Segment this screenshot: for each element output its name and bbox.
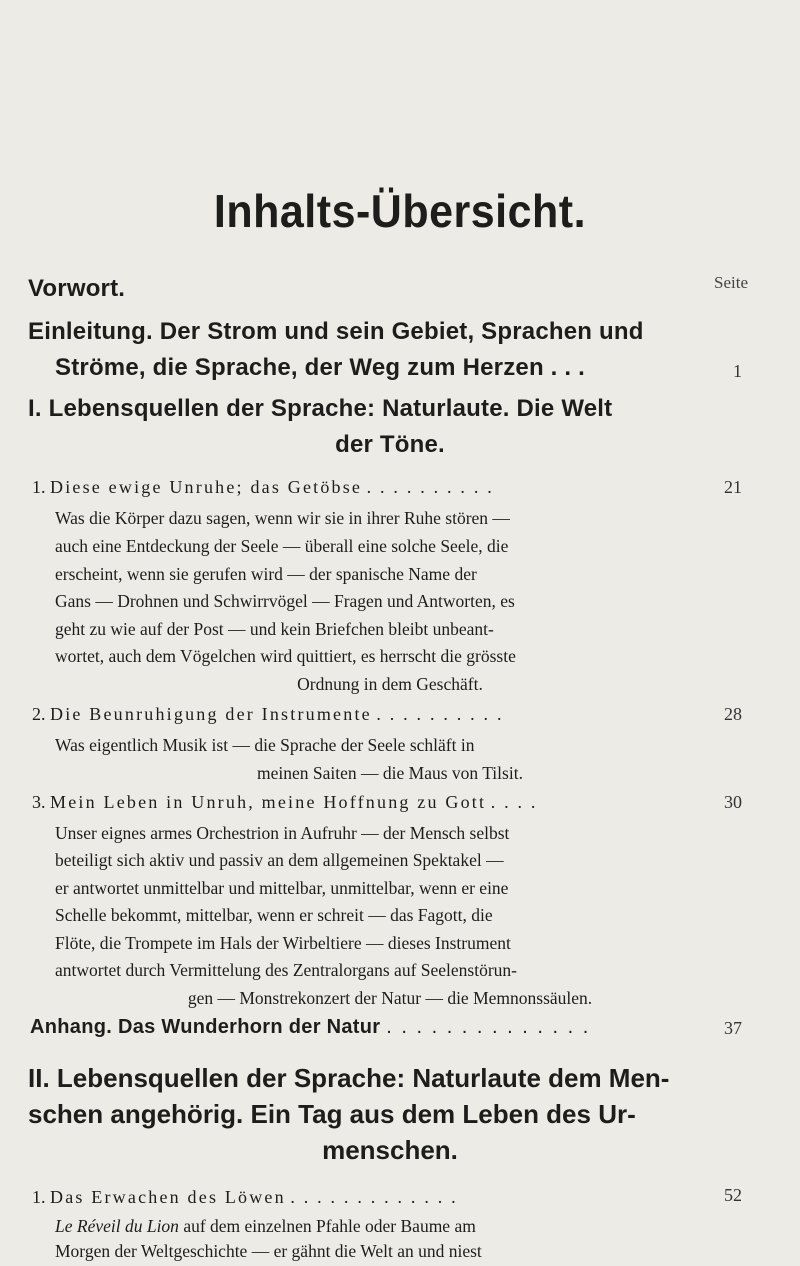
leader-dots: . . . . xyxy=(490,792,538,812)
entry-heading: Das Erwachen des Löwen xyxy=(50,1187,286,1207)
entry-summary-line: Was eigentlich Musik ist — die Sprache der Seele schläft in xyxy=(55,735,475,755)
entry-1-3 xyxy=(32,792,538,813)
entry-summary-line: beteiligt sich aktiv und passiv an dem allgemeinen Spektakel — xyxy=(55,850,504,870)
entry-number: 1. xyxy=(32,477,46,497)
entry-summary-line: antwortet durch Vermittelung des Zentralorgans auf Seelenstörun- xyxy=(55,960,517,980)
entry-2-1 xyxy=(32,1187,458,1208)
entry-summary-line: Gans — Drohnen und Schwirrvögel — Fragen und Antworten, es xyxy=(55,591,515,611)
leader-dots: . . . . . . . . . . . . . xyxy=(290,1187,458,1207)
page-column-label: Seite xyxy=(714,273,748,292)
entry-number: 3. xyxy=(32,792,46,812)
entry-summary-line: geht zu wie auf der Post — und kein Briefchen bleibt unbeant- xyxy=(55,619,494,639)
entry-summary-line xyxy=(55,1213,476,1241)
entry-heading: Diese ewige Unruhe; das Getöbse xyxy=(50,477,363,497)
entry-summary-line: meinen Saiten — die Maus von Tilsit. xyxy=(257,763,523,783)
page-number: 28 xyxy=(724,704,742,724)
entry-heading: Mein Leben in Unruh, meine Hoffnung zu Gott xyxy=(50,792,487,812)
french-title: Le Réveil du Lion xyxy=(55,1216,179,1236)
page-number: 30 xyxy=(724,792,742,812)
entry-summary-line: Flöte, die Trompete im Hals der Wirbeltiere — dieses Instrument xyxy=(55,933,511,953)
leader-dots: . . . . . . . . . . xyxy=(376,704,504,724)
page-number: 1 xyxy=(733,361,742,381)
entry-summary-line: Was die Körper dazu sagen, wenn wir sie in ihrer Ruhe stören — xyxy=(55,508,510,528)
entry-heading: Die Beunruhigung der Instrumente xyxy=(50,704,372,724)
entry-summary-text: auf dem einzelnen Pfahle oder Baume am xyxy=(178,1216,476,1236)
entry-summary-line: wortet, auch dem Vögelchen wird quittiert, es herrscht die grösste xyxy=(55,646,516,666)
introduction-heading: Einleitung. Der Strom und sein Gebiet, Sprachen und xyxy=(28,318,644,345)
section-1-heading: I. Lebensquellen der Sprache: Naturlaute. Die Welt xyxy=(28,395,613,422)
entry-1-1 xyxy=(32,477,494,498)
page-number: 37 xyxy=(724,1018,742,1038)
leader-dots: . . . . . . . . . . xyxy=(366,477,494,497)
entry-number: 2. xyxy=(32,704,46,724)
entry-number: 1. xyxy=(32,1187,46,1207)
section-2-heading-cont: menschen. xyxy=(322,1135,458,1165)
section-1-heading-cont: der Töne. xyxy=(335,431,445,458)
entry-summary-line: erscheint, wenn sie gerufen wird — der spanische Name der xyxy=(55,564,477,584)
entry-summary-line: Schelle bekommt, mittelbar, wenn er schreit — das Fagott, die xyxy=(55,905,493,925)
appendix-entry xyxy=(30,1016,590,1039)
entry-summary-line: Unser eignes armes Orchestrion in Aufruhr — der Mensch selbst xyxy=(55,823,510,843)
appendix-heading: Anhang. Das Wunderhorn der Natur xyxy=(30,1016,381,1038)
page-number: 21 xyxy=(724,477,742,497)
page-title: Inhalts-Übersicht. xyxy=(213,186,587,238)
entry-summary-line: er antwortet unmittelbar und mittelbar, unmittelbar, wenn er eine xyxy=(55,878,509,898)
page-number: 52 xyxy=(724,1185,742,1205)
section-2-heading: II. Lebensquellen der Sprache: Naturlaute dem Men- xyxy=(28,1063,670,1093)
entry-summary-line: auch eine Entdeckung der Seele — überall eine solche Seele, die xyxy=(55,536,509,556)
entry-summary-line: gen — Monstrekonzert der Natur — die Memnonssäulen. xyxy=(187,988,593,1008)
entry-summary-line: Ordnung in dem Geschäft. xyxy=(297,674,483,694)
introduction-heading-cont: Ströme, die Sprache, der Weg zum Herzen . . . xyxy=(55,354,586,381)
section-2-heading-cont: schen angehörig. Ein Tag aus dem Leben des Ur- xyxy=(28,1099,636,1129)
entry-summary-line: Morgen der Weltgeschichte — er gähnt die Welt an und niest xyxy=(55,1241,482,1261)
entry-1-2 xyxy=(32,704,504,725)
preface-heading: Vorwort. xyxy=(28,275,126,302)
leader-dots: . . . . . . . . . . . . . . xyxy=(386,1016,591,1038)
